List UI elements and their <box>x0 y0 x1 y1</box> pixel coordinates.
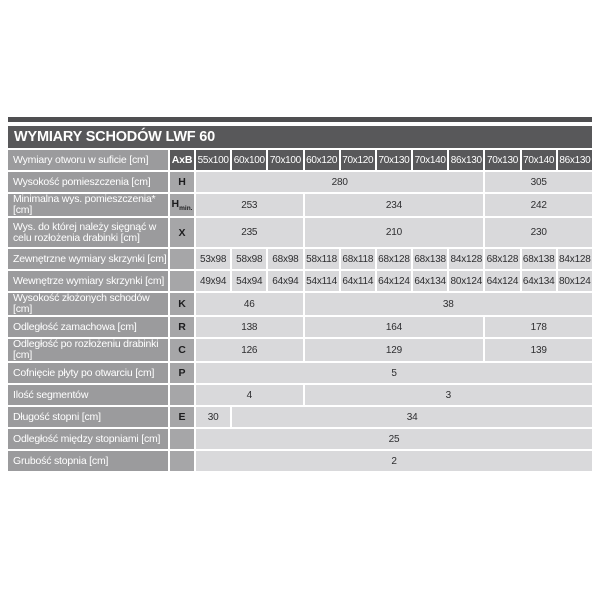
value-cell: 46 <box>196 293 303 315</box>
value-cell: 4 <box>196 385 303 405</box>
value-cell: 64x134 <box>413 271 447 291</box>
value-cell: 164 <box>305 317 484 337</box>
value-cell: 64x134 <box>522 271 556 291</box>
row-symbol: C <box>170 339 194 361</box>
table-row <box>8 407 592 427</box>
top-rule <box>8 117 592 122</box>
table-row <box>8 218 592 247</box>
table-row <box>8 172 592 192</box>
size-column-header: 70x120 <box>341 150 375 170</box>
row-label: Minimalna wys. pomieszczenia* [cm] <box>8 194 168 216</box>
row-symbol: H <box>170 172 194 192</box>
value-cell: 126 <box>196 339 303 361</box>
value-cell: 38 <box>305 293 592 315</box>
value-cell: 34 <box>232 407 592 427</box>
value-cell: 54x114 <box>305 271 339 291</box>
table-title: WYMIARY SCHODÓW LWF 60 <box>8 126 592 148</box>
value-cell: 53x98 <box>196 249 230 269</box>
row-symbol: X <box>170 218 194 247</box>
row-symbol <box>170 249 194 269</box>
row-symbol <box>170 429 194 449</box>
table-row <box>8 429 592 449</box>
row-label: Grubość stopnia [cm] <box>8 451 168 471</box>
value-cell: 80x124 <box>449 271 483 291</box>
table-row <box>8 293 592 315</box>
spec-table-section <box>8 117 592 473</box>
row-label: Cofnięcie płyty po otwarciu [cm] <box>8 363 168 383</box>
row-label: Odległość zamachowa [cm] <box>8 317 168 337</box>
row-symbol: R <box>170 317 194 337</box>
table-row <box>8 451 592 471</box>
table-row <box>8 385 592 405</box>
row-label: Wysokość złożonych schodów [cm] <box>8 293 168 315</box>
row-label: Odległość po rozłożeniu drabinki [cm] <box>8 339 168 361</box>
value-cell: 235 <box>196 218 303 247</box>
value-cell: 68x128 <box>485 249 519 269</box>
table-row <box>8 363 592 383</box>
value-cell: 5 <box>196 363 592 383</box>
row-label: Długość stopni [cm] <box>8 407 168 427</box>
value-cell: 242 <box>485 194 592 216</box>
ceiling-opening-label: Wymiary otworu w suficie [cm] <box>8 150 168 170</box>
value-cell: 64x124 <box>377 271 411 291</box>
value-cell: 68x118 <box>341 249 375 269</box>
size-column-header: 70x130 <box>377 150 411 170</box>
row-label: Zewnętrzne wymiary skrzynki [cm] <box>8 249 168 269</box>
value-cell: 54x94 <box>232 271 266 291</box>
table-row <box>8 249 592 269</box>
value-cell: 280 <box>196 172 483 192</box>
size-column-header: 86x130 <box>558 150 592 170</box>
value-cell: 49x94 <box>196 271 230 291</box>
row-symbol: K <box>170 293 194 315</box>
value-cell: 25 <box>196 429 592 449</box>
size-column-header: 55x100 <box>196 150 230 170</box>
size-column-header: 86x130 <box>449 150 483 170</box>
value-cell: 139 <box>485 339 592 361</box>
size-column-header: 70x140 <box>413 150 447 170</box>
value-cell: 30 <box>196 407 230 427</box>
row-label: Wewnętrze wymiary skrzynki [cm] <box>8 271 168 291</box>
value-cell: 80x124 <box>558 271 592 291</box>
value-cell: 84x128 <box>558 249 592 269</box>
value-cell: 64x114 <box>341 271 375 291</box>
row-label: Wys. do której należy sięgnąć w celu rozłożenia drabinki [cm] <box>8 218 168 247</box>
value-cell: 253 <box>196 194 303 216</box>
value-cell: 3 <box>305 385 592 405</box>
value-cell: 64x94 <box>268 271 302 291</box>
row-symbol: P <box>170 363 194 383</box>
size-column-header: 70x140 <box>522 150 556 170</box>
row-label: Odległość między stopniami [cm] <box>8 429 168 449</box>
value-cell: 68x138 <box>522 249 556 269</box>
size-column-header: 60x100 <box>232 150 266 170</box>
value-cell: 178 <box>485 317 592 337</box>
value-cell: 234 <box>305 194 484 216</box>
size-column-header: 70x100 <box>268 150 302 170</box>
value-cell: 68x98 <box>268 249 302 269</box>
table-row <box>8 339 592 361</box>
size-column-header: 70x130 <box>485 150 519 170</box>
value-cell: 210 <box>305 218 484 247</box>
value-cell: 138 <box>196 317 303 337</box>
row-symbol <box>170 385 194 405</box>
table-row <box>8 271 592 291</box>
value-cell: 58x98 <box>232 249 266 269</box>
value-cell: 129 <box>305 339 484 361</box>
table-row <box>8 194 592 216</box>
value-cell: 68x128 <box>377 249 411 269</box>
row-symbol <box>170 271 194 291</box>
axb-header: AxB <box>170 150 194 170</box>
row-label: Wysokość pomieszczenia [cm] <box>8 172 168 192</box>
row-label: Ilość segmentów <box>8 385 168 405</box>
value-cell: 230 <box>485 218 592 247</box>
row-symbol: E <box>170 407 194 427</box>
value-cell: 305 <box>485 172 592 192</box>
row-symbol: $H_{min.}$ <box>170 194 194 216</box>
dimensions-table <box>6 148 594 473</box>
header-row <box>8 150 592 170</box>
table-row <box>8 317 592 337</box>
value-cell: 58x118 <box>305 249 339 269</box>
row-symbol <box>170 451 194 471</box>
value-cell: 64x124 <box>485 271 519 291</box>
value-cell: 84x128 <box>449 249 483 269</box>
size-column-header: 60x120 <box>305 150 339 170</box>
value-cell: 68x138 <box>413 249 447 269</box>
value-cell: 2 <box>196 451 592 471</box>
